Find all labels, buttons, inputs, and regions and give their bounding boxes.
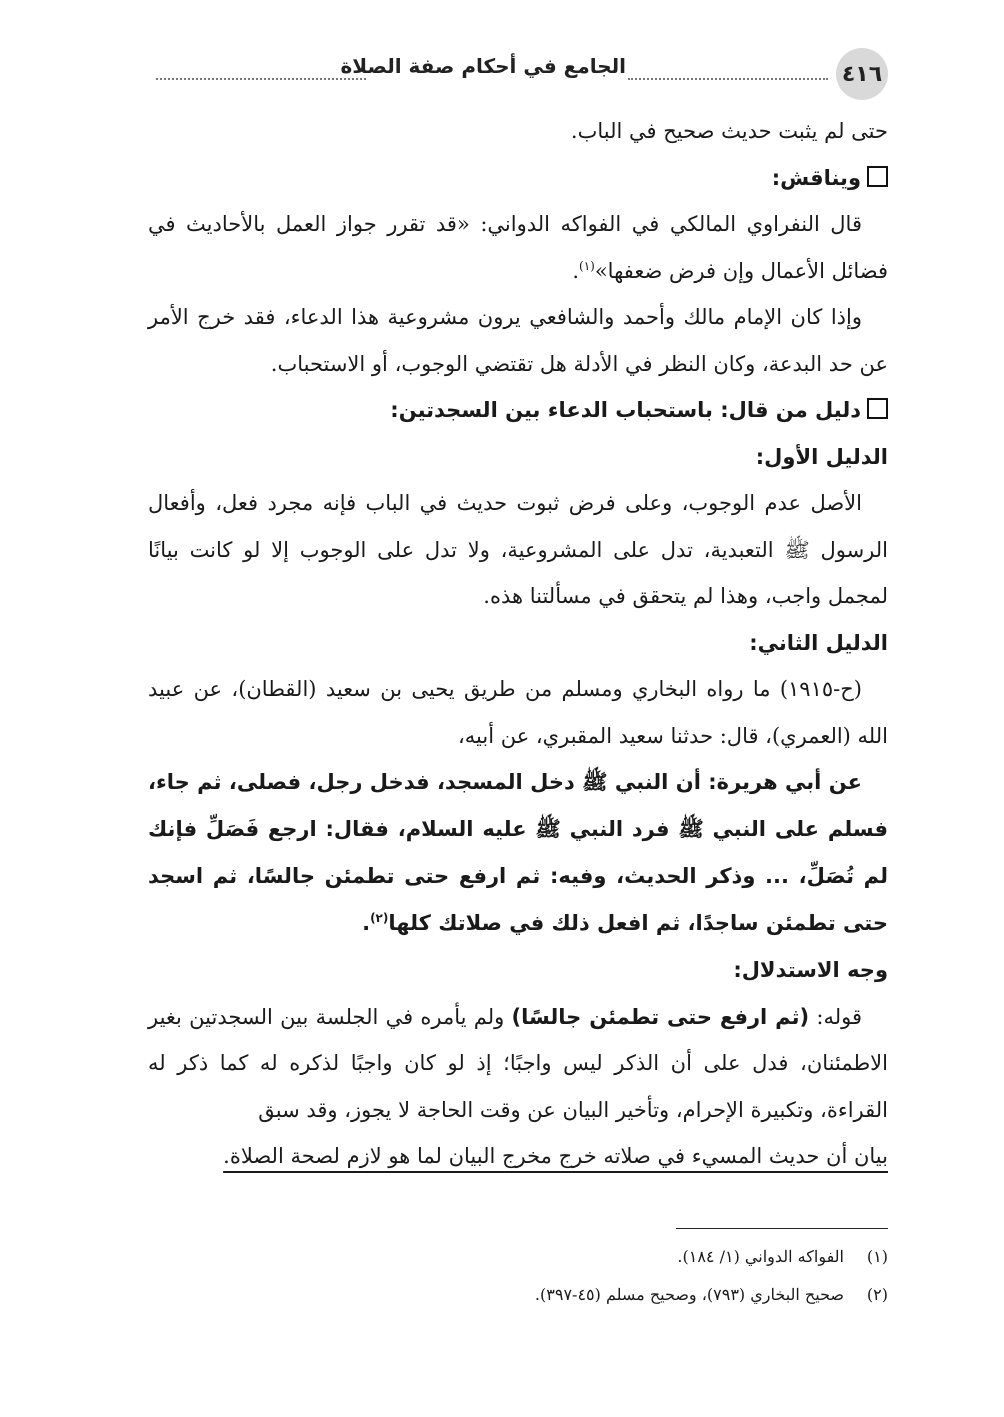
footnote-ref-2[interactable]: (٢) xyxy=(370,911,389,925)
hadith-body: عن أبي هريرة: أن النبي ﷺ دخل المسجد، فدخل رجل، فصلى، ثم جاء، فسلم على النبي ﷺ فرد النبي ﷺ عليه السلام، فقال: ارجع فَصَلِّ فإنك لم تُصَلِّ، ... وذكر الحديث، وفيه: ثم ارفع حتى تطمئن جالسًا، ثم اسجد حتى تطمئن ساجدًا، ثم افعل ذلك في صلاتك كلها xyxy=(148,770,888,935)
heading-inference: وجه الاستدلال: xyxy=(733,958,888,982)
heading-evidence-label: دليل من قال: باستحباب الدعاء بين السجدتين: xyxy=(390,398,861,422)
footnote-1 xyxy=(148,1238,888,1276)
heading-discussion xyxy=(148,155,888,202)
paragraph-6-start: قوله: xyxy=(809,1004,862,1029)
header-dotted-leader-right xyxy=(628,78,828,80)
period: . xyxy=(362,911,371,935)
page-body xyxy=(148,108,888,1180)
paragraph-6 xyxy=(148,994,888,1134)
period: . xyxy=(572,258,579,283)
footnote-2 xyxy=(148,1276,888,1314)
paragraph-6-last-line xyxy=(148,1133,888,1180)
running-header xyxy=(148,42,888,104)
paragraph-4: الأصل عدم الوجوب، وعلى فرض ثبوت حديث في الباب فإنه مجرد فعل، وأفعال الرسول ﷺ التعبدية، تدل على المشروعية، ولا تدل على الوجوب إلا لو كانت بيانًا لمجمل واجب، وهذا لم يتحقق في مسألتنا هذه. xyxy=(148,491,888,608)
footnote-ref-1[interactable]: (١) xyxy=(579,258,595,273)
footnote-1-text: الفواكه الدواني (١/ ١٨٤). xyxy=(677,1247,844,1266)
book-title: الجامع في أحكام صفة الصلاة xyxy=(340,54,626,78)
checkbox-square-icon xyxy=(867,166,888,187)
paragraph-5: (ح-١٩١٥) ما رواه البخاري ومسلم من طريق يحيى بن سعيد (القطان)، عن عبيد الله (العمري)، قال: حدثنا سعيد المقبري، عن أبيه، xyxy=(148,677,888,748)
header-dotted-leader-left xyxy=(156,78,366,80)
footnote-1-mark: (١) xyxy=(866,1247,888,1266)
paragraph-6-rest: ولم يأمره في الجلسة بين السجدتين بغير الاطمئنان، فدل على أن الذكر ليس واجبًا؛ إذ لو كان واجبًا لذكره له كما ذكر له القراءة، وتكبيرة الإحرام، وتأخير البيان عن وقت الحاجة لا يجوز، وقد سبق xyxy=(148,1004,888,1122)
underlined-text: بيان أن حديث المسيء في صلاته خرج مخرج البيان لما هو لازم لصحة الصلاة. xyxy=(223,1144,888,1168)
hadith-text xyxy=(148,759,888,947)
paragraph-3: وإذا كان الإمام مالك وأحمد والشافعي يرون مشروعية هذا الدعاء، فقد خرج الأمر عن حد البدعة، وكان النظر في الأدلة هل تقتضي الوجوب، أو الاستحباب. xyxy=(148,305,888,376)
paragraph-6-bold: (ثم ارفع حتى تطمئن جالسًا) xyxy=(511,1004,810,1029)
paragraph-1: حتى لم يثبت حديث صحيح في الباب. xyxy=(570,119,888,143)
heading-first-evidence: الدليل الأول: xyxy=(755,444,888,469)
heading-evidence xyxy=(148,387,888,434)
checkbox-square-icon xyxy=(867,398,888,419)
paragraph-2 xyxy=(148,201,888,294)
heading-discussion-label: ويناقش: xyxy=(771,165,861,190)
footnote-2-text: صحيح البخاري (٧٩٣)، وصحيح مسلم (٤٥-٣٩٧). xyxy=(534,1285,844,1304)
footnotes xyxy=(148,1238,888,1314)
footnote-2-mark: (٢) xyxy=(866,1285,888,1304)
page-number: ٤١٦ xyxy=(836,48,888,100)
quote-text: قال النفراوي المالكي في الفواكه الدواني: «قد تقرر جواز العمل بالأحاديث في فضائل الأعمال وإن فرض ضعفها» xyxy=(148,212,888,283)
footnote-separator xyxy=(676,1228,888,1229)
heading-second-evidence: الدليل الثاني: xyxy=(749,630,888,655)
